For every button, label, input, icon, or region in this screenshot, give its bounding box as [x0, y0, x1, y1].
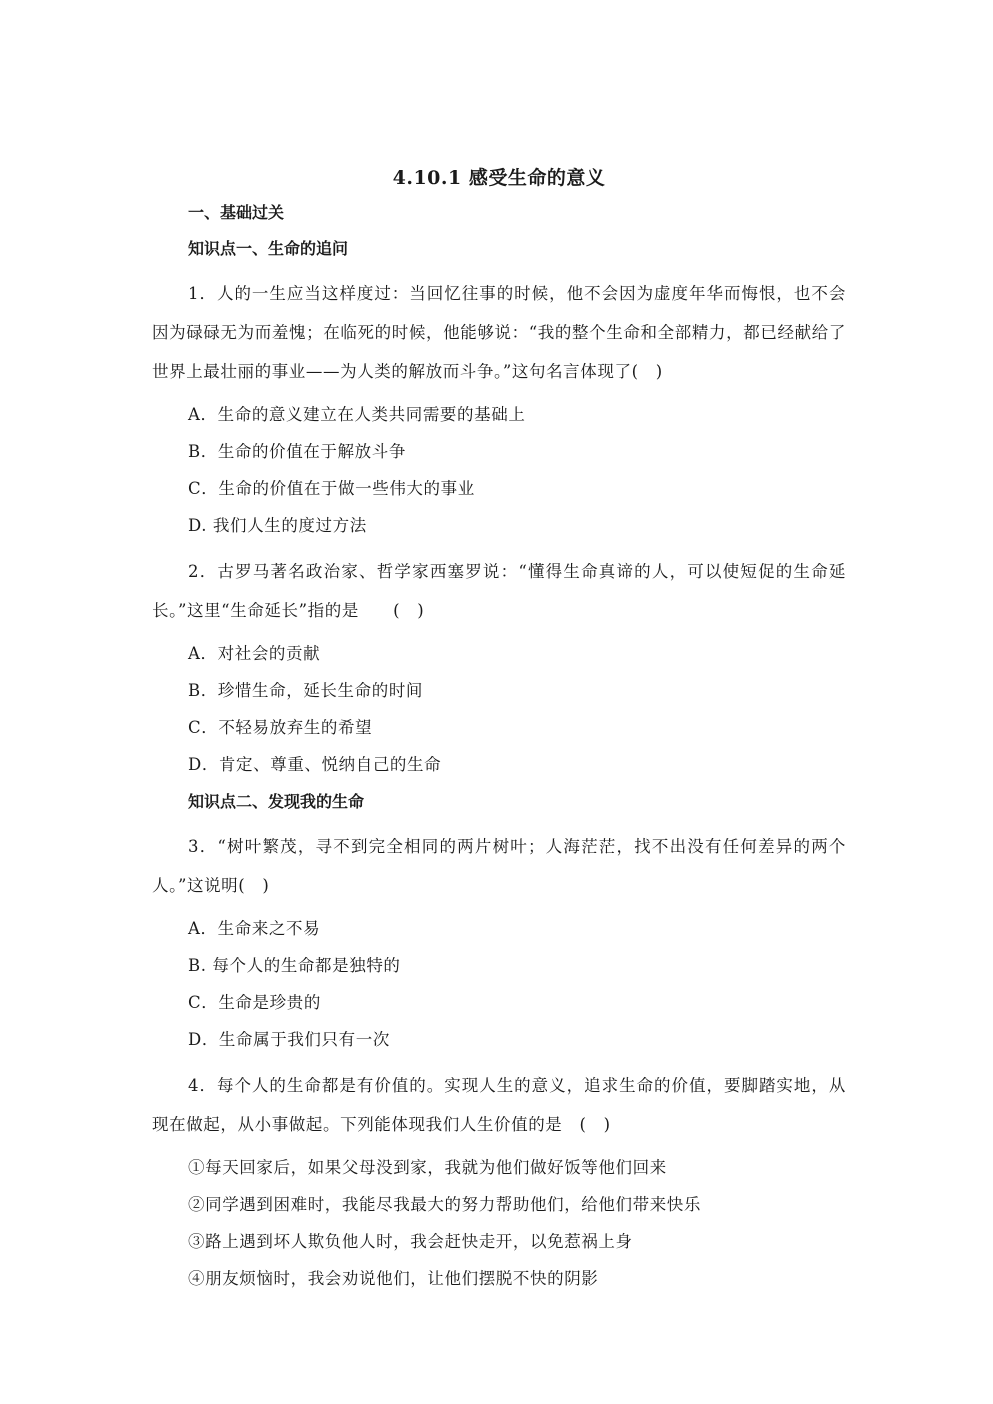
- document-title: 4.10.1 感受生命的意义: [392, 167, 606, 189]
- question-3-option-a: A．生命来之不易: [188, 919, 321, 938]
- question-1-option-a: A．生命的意义建立在人类共同需要的基础上: [188, 405, 526, 424]
- question-3-option-c: C．生命是珍贵的: [188, 993, 321, 1012]
- question-3-stem: 3．“树叶繁茂，寻不到完全相同的两片树叶；人海茫茫，找不出没有任何差异的两个人。”这说明( ): [152, 837, 846, 895]
- question-2-option-d: D．肯定、尊重、悦纳自己的生命: [188, 755, 442, 774]
- document-page: [152, 164, 846, 1305]
- knowledge-point-1-heading: 知识点一、生命的追问: [188, 239, 349, 258]
- question-4-stem: 4．每个人的生命都是有价值的。实现人生的意义，追求生命的价值，要脚踏实地，从现在做起，从小事做起。下列能体现我们人生价值的是 ( ): [152, 1076, 846, 1134]
- question-2-option-a: A．对社会的贡献: [188, 644, 321, 663]
- question-4-statement-4: ④朋友烦恼时，我会劝说他们，让他们摆脱不快的阴影: [188, 1269, 599, 1288]
- section-heading: 一、基础过关: [188, 203, 285, 222]
- question-1-option-b: B．生命的价值在于解放斗争: [188, 442, 406, 461]
- question-3-option-d: D．生命属于我们只有一次: [188, 1030, 390, 1049]
- question-2-option-c: C．不轻易放弃生的希望: [188, 718, 373, 737]
- question-3-option-b: B. 每个人的生命都是独特的: [188, 956, 401, 975]
- question-2-stem: 2．古罗马著名政治家、哲学家西塞罗说：“懂得生命真谛的人，可以使短促的生命延长。”这里“生命延长”指的是 ( ): [152, 562, 846, 620]
- question-4-statement-2: ②同学遇到困难时，我能尽我最大的努力帮助他们，给他们带来快乐: [188, 1195, 701, 1214]
- question-1-option-d: D. 我们人生的度过方法: [188, 516, 367, 535]
- question-1-stem: 1．人的一生应当这样度过：当回忆往事的时候，他不会因为虚度年华而悔恨，也不会因为碌碌无为而羞愧；在临死的时候，他能够说：“我的整个生命和全部精力，都已经献给了世界上最壮丽的事业——为人类的解放而斗争。”这句名言体现了( ): [152, 284, 846, 381]
- question-4-statement-1: ①每天回家后，如果父母没到家，我就为他们做好饭等他们回来: [188, 1158, 667, 1177]
- knowledge-point-2-heading: 知识点二、发现我的生命: [188, 792, 365, 811]
- question-4-statement-3: ③路上遇到坏人欺负他人时，我会赶快走开，以免惹祸上身: [188, 1232, 633, 1251]
- question-2-option-b: B．珍惜生命，延长生命的时间: [188, 681, 424, 700]
- question-1-option-c: C．生命的价值在于做一些伟大的事业: [188, 479, 475, 498]
